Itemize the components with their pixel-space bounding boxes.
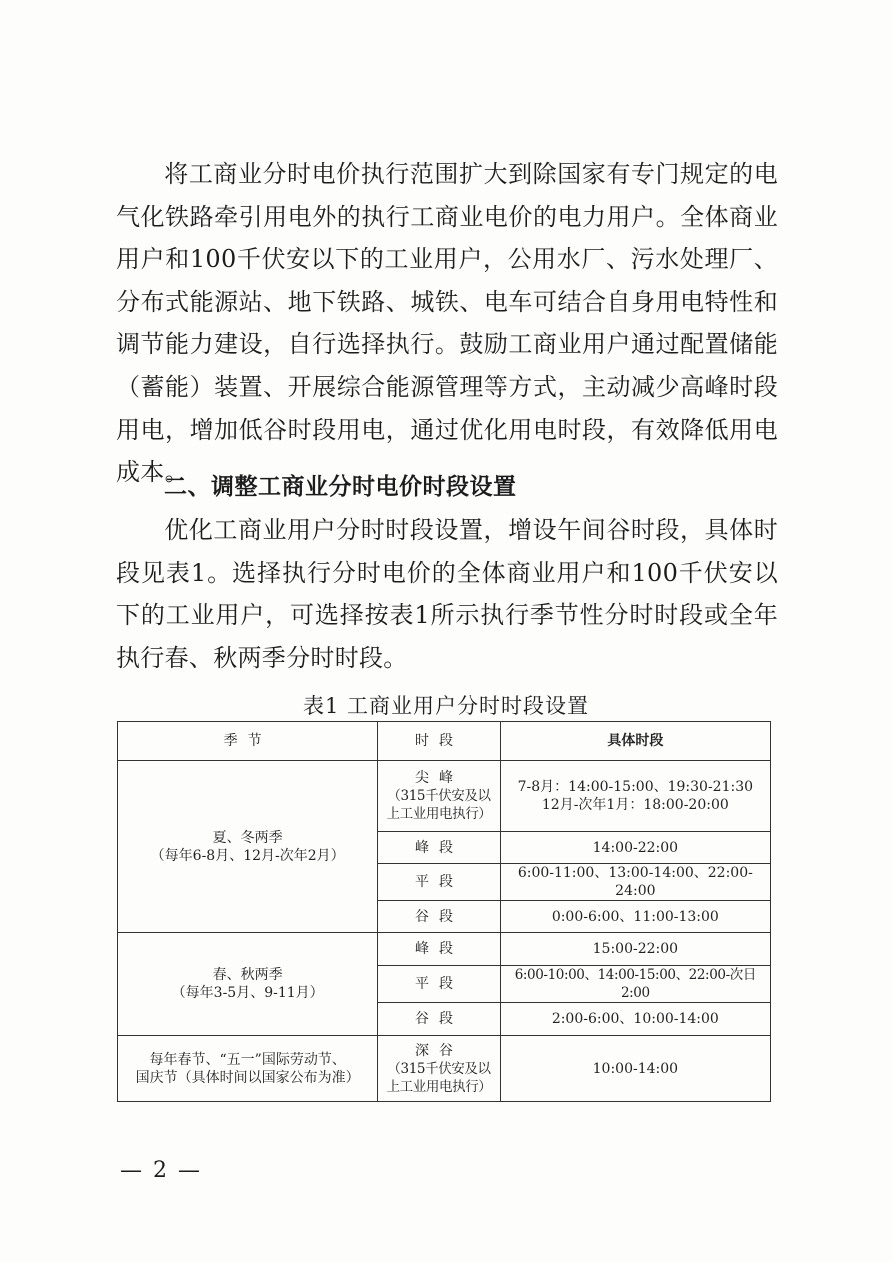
- period-deep-line3: 上工业用电执行）: [386, 1078, 492, 1095]
- period-cell-deep-valley: [378, 1036, 500, 1102]
- detail-cell-high: 14:00-22:00: [500, 832, 770, 864]
- season-cell-spring-autumn: [118, 933, 378, 1036]
- table-row: [118, 933, 771, 966]
- table-row: [118, 761, 771, 832]
- season-spring-autumn-line2: （每年3-5月、9-11月）: [171, 985, 324, 1001]
- period-deep-line1: 深谷: [415, 1042, 463, 1059]
- season-cell-summer-winter: [118, 761, 378, 933]
- period-cell-valley-sa: 谷段: [378, 1003, 500, 1036]
- detail-cell-flat: 6:00-11:00、13:00-14:00、22:00-24:00: [500, 864, 770, 901]
- table-caption: 表1 工商业用户分时时段设置: [302, 694, 590, 718]
- season-cell-holiday: [118, 1036, 378, 1102]
- period-deep-line2: （315千伏安及以: [387, 1060, 491, 1077]
- season-summer-winter-line2: （每年6-8月、12月-次年2月）: [150, 847, 345, 864]
- period-cell-valley: 谷段: [378, 901, 500, 933]
- table-row: [118, 1036, 771, 1102]
- period-cell-flat-sa: 平段: [378, 966, 500, 1003]
- period-peak-line1: 尖峰: [415, 770, 463, 786]
- tou-period-table: [117, 721, 771, 1102]
- detail-peak-line2: 12月-次年1月：18:00-20:00: [541, 797, 729, 813]
- detail-cell-high-sa: 15:00-22:00: [500, 933, 770, 966]
- period-peak-line3: 上工业用电执行）: [386, 806, 492, 822]
- header-period: 时段: [378, 722, 500, 761]
- header-detail: 具体时段: [500, 722, 770, 761]
- detail-cell-valley-sa: 2:00-6:00、10:00-14:00: [500, 1003, 770, 1036]
- period-cell-flat: 平段: [378, 864, 500, 901]
- period-cell-high-sa: 峰段: [378, 933, 500, 966]
- season-spring-autumn-line1: 春、秋两季: [212, 967, 283, 983]
- paragraph-scope-text: 将工商业分时电价执行范围扩大到除国家有专门规定的电气化铁路牵引用电外的执行工商业电价的电力用户。全体商业用户和100千伏安以下的工业用户，公用水厂、污水处理厂、分布式能源站、地下铁路、城铁、电车可结合自身用电特性和调节能力建设，自行选择执行。鼓励工商业用户通过配置储能（蓄能）装置、开展综合能源管理等方式，主动减少高峰时段用电，增加低谷时段用电，通过优化用电时段，有效降低用电成本。: [116, 160, 778, 487]
- header-season: 季节: [118, 722, 378, 761]
- section-heading-2: 二、调整工商业分时电价时段设置: [164, 474, 517, 500]
- detail-cell-deep-valley: 10:00-14:00: [500, 1036, 770, 1102]
- period-cell-high: 峰段: [378, 832, 500, 864]
- period-cell-peak: [378, 761, 500, 832]
- paragraph-period-settings-text: 优化工商业用户分时时段设置，增设午间谷时段，具体时段见表1。选择执行分时电价的全体商业用户和100千伏安以下的工业用户，可选择按表1所示执行季节性分时时段或全年执行春、秋两季分时时段。: [116, 516, 778, 672]
- paragraph-scope: [116, 153, 778, 494]
- page-number: — 2 —: [120, 1158, 202, 1183]
- detail-peak-line1: 7-8月：14:00-15:00、19:30-21:30: [517, 779, 754, 795]
- season-holiday-line1: 每年春节、“五一”国际劳动节、: [149, 1051, 346, 1068]
- season-holiday-line2: 国庆节（具体时间以国家公布为准）: [135, 1069, 360, 1086]
- paragraph-period-settings: [116, 509, 778, 679]
- detail-cell-flat-sa: 6:00-10:00、14:00-15:00、22:00-次日2:00: [500, 966, 770, 1003]
- period-peak-line2: （315千伏安及以: [387, 788, 491, 804]
- season-summer-winter-line1: 夏、冬两季: [212, 829, 283, 846]
- detail-cell-valley: 0:00-6:00、11:00-13:00: [500, 901, 770, 933]
- detail-cell-peak: [500, 761, 770, 832]
- table-header-row: [118, 722, 771, 761]
